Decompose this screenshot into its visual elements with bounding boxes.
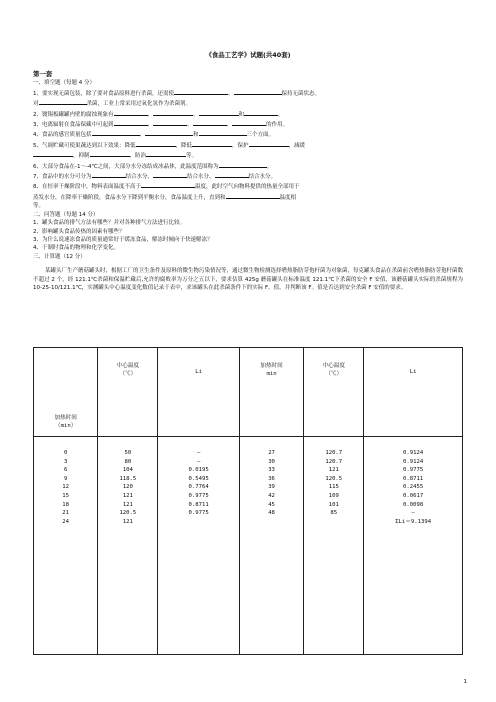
header-heating-time-2: 加热时间 min bbox=[239, 348, 303, 437]
table-header-row bbox=[34, 348, 463, 437]
question-1-line1: 1、要实现无菌包装，除了要对食品原料进行杀菌，还需使 、 保持无菌状态。 bbox=[33, 88, 463, 98]
question-1-line2: 对 杀菌，工业上常采用过氧化氢作为杀菌剂。 bbox=[33, 98, 463, 108]
question-8-line2: 蒸发水分，在降率干燥阶段，食品水分下降到平衡水分，食品温度上升，直到和 温度相 bbox=[33, 192, 463, 202]
section3-heading: 三、计算题（12 分） bbox=[33, 253, 86, 260]
exam-content bbox=[33, 70, 463, 292]
question-8-line1: 8、在恒率干燥阶段中，物料表面温度不高于 温度，此时空气向物料提供的热量全部用于 bbox=[33, 181, 463, 191]
column-heating-time-2: 27 30 33 36 39 42 45 48 bbox=[239, 437, 303, 655]
column-li-1: — — 0.0195 0.5495 0.7764 0.9775 0.8711 0.9775 bbox=[158, 437, 240, 655]
qa-question-2: 2、影响罐头食品传热的因素有哪些？ bbox=[33, 228, 125, 235]
question-5-line2: ，抑制 ，防治 等。 bbox=[33, 150, 463, 160]
qa-question-1: 1、罐头食品的排气方法有哪些？并对各种排气方法进行比较。 bbox=[33, 220, 186, 227]
page-number: 1 bbox=[463, 679, 467, 685]
section2-heading: 二、问答题（每题 14 分） bbox=[33, 211, 99, 218]
question-2: 2、镀锡板罐罐内壁的腐蚀现象有 、 、 和 。 bbox=[33, 109, 463, 119]
header-center-temp-2: 中心温度 （℃） bbox=[304, 348, 364, 437]
set-heading: 第一套 bbox=[33, 70, 53, 78]
document-title: 《食品工艺学》试题(共40套) bbox=[205, 51, 291, 59]
qa-question-4: 4、干制时食品的物理和化学变化。 bbox=[33, 245, 120, 252]
question-8-line3: 等。 bbox=[33, 203, 45, 210]
column-heating-time-1: 0 3 6 9 12 15 18 21 24 bbox=[34, 437, 98, 655]
question-6: 6、大部分食品在-1～-4℃之间，大部分水分冻结成冰晶体，此温度范围称为 。 bbox=[33, 161, 463, 171]
column-center-temp-2: 120.7 120.7 121 120.5 115 109 101 85 bbox=[304, 437, 364, 655]
temperature-data-table bbox=[33, 347, 463, 655]
column-center-temp-1: 50 80 104 118.5 120 121 121 120.5 121 bbox=[98, 437, 158, 655]
qa-question-3: 3、为什么说速冻食品的质量通常好于缓冻食品，解冻时倾向于快速解冻？ bbox=[33, 236, 213, 243]
column-li-2: 0.9124 0.9124 0.9775 0.8711 0.2455 0.0617 0.0098 — ΣLi＝9.1394 bbox=[364, 437, 463, 655]
header-center-temp-1: 中心温度 （℃） bbox=[98, 348, 158, 437]
question-5-line1: 5、气调贮藏可使果蔬达到以下效果：降低 ，降低 ，保护 ，减缓 bbox=[33, 140, 463, 150]
question-3: 3、电离辐射在食品保藏中可起到 、 、 、 的作用。 bbox=[33, 119, 463, 129]
header-li-1: Li bbox=[158, 348, 240, 437]
section1-heading: 一、填空题（每题 4 分） bbox=[33, 80, 95, 87]
question-7: 7、食品中的水分可分为 结合水分、 结合水分、 结合水分。 bbox=[33, 171, 463, 181]
table-row bbox=[34, 437, 463, 655]
question-4: 4、食品的感官质量包括 、 和 三个方面。 bbox=[33, 129, 463, 139]
calculation-paragraph: 某罐头厂生产蘑菇罐头时，根据工厂的卫生条件及原料的微生物污染情况等，通过微生物检测选择嗜热脂肪芽孢杆菌为对象菌，每克罐头食品在杀菌前含嗜热脂肪芽孢杆菌数不超过 2 个，经 121.1℃杀菌和保温贮藏后,允许的腐败率为万分之五以下，要求估算 425g 蘑菇罐头在标准温度 121.1℃下杀菌的安全 F 安值，该蘑菇罐头实际的杀菌规程为 10-25-10/121.1℃，实测罐头中心温度变化数值记录于表中，求该罐头在此杀菌条件下的实际 F。值，并判断该 F。值是否达到安全杀菌 F 安值的要求。 bbox=[33, 268, 464, 291]
header-heating-time-1: 加热时间 （min） bbox=[34, 348, 98, 437]
header-li-2: Li bbox=[364, 348, 463, 437]
